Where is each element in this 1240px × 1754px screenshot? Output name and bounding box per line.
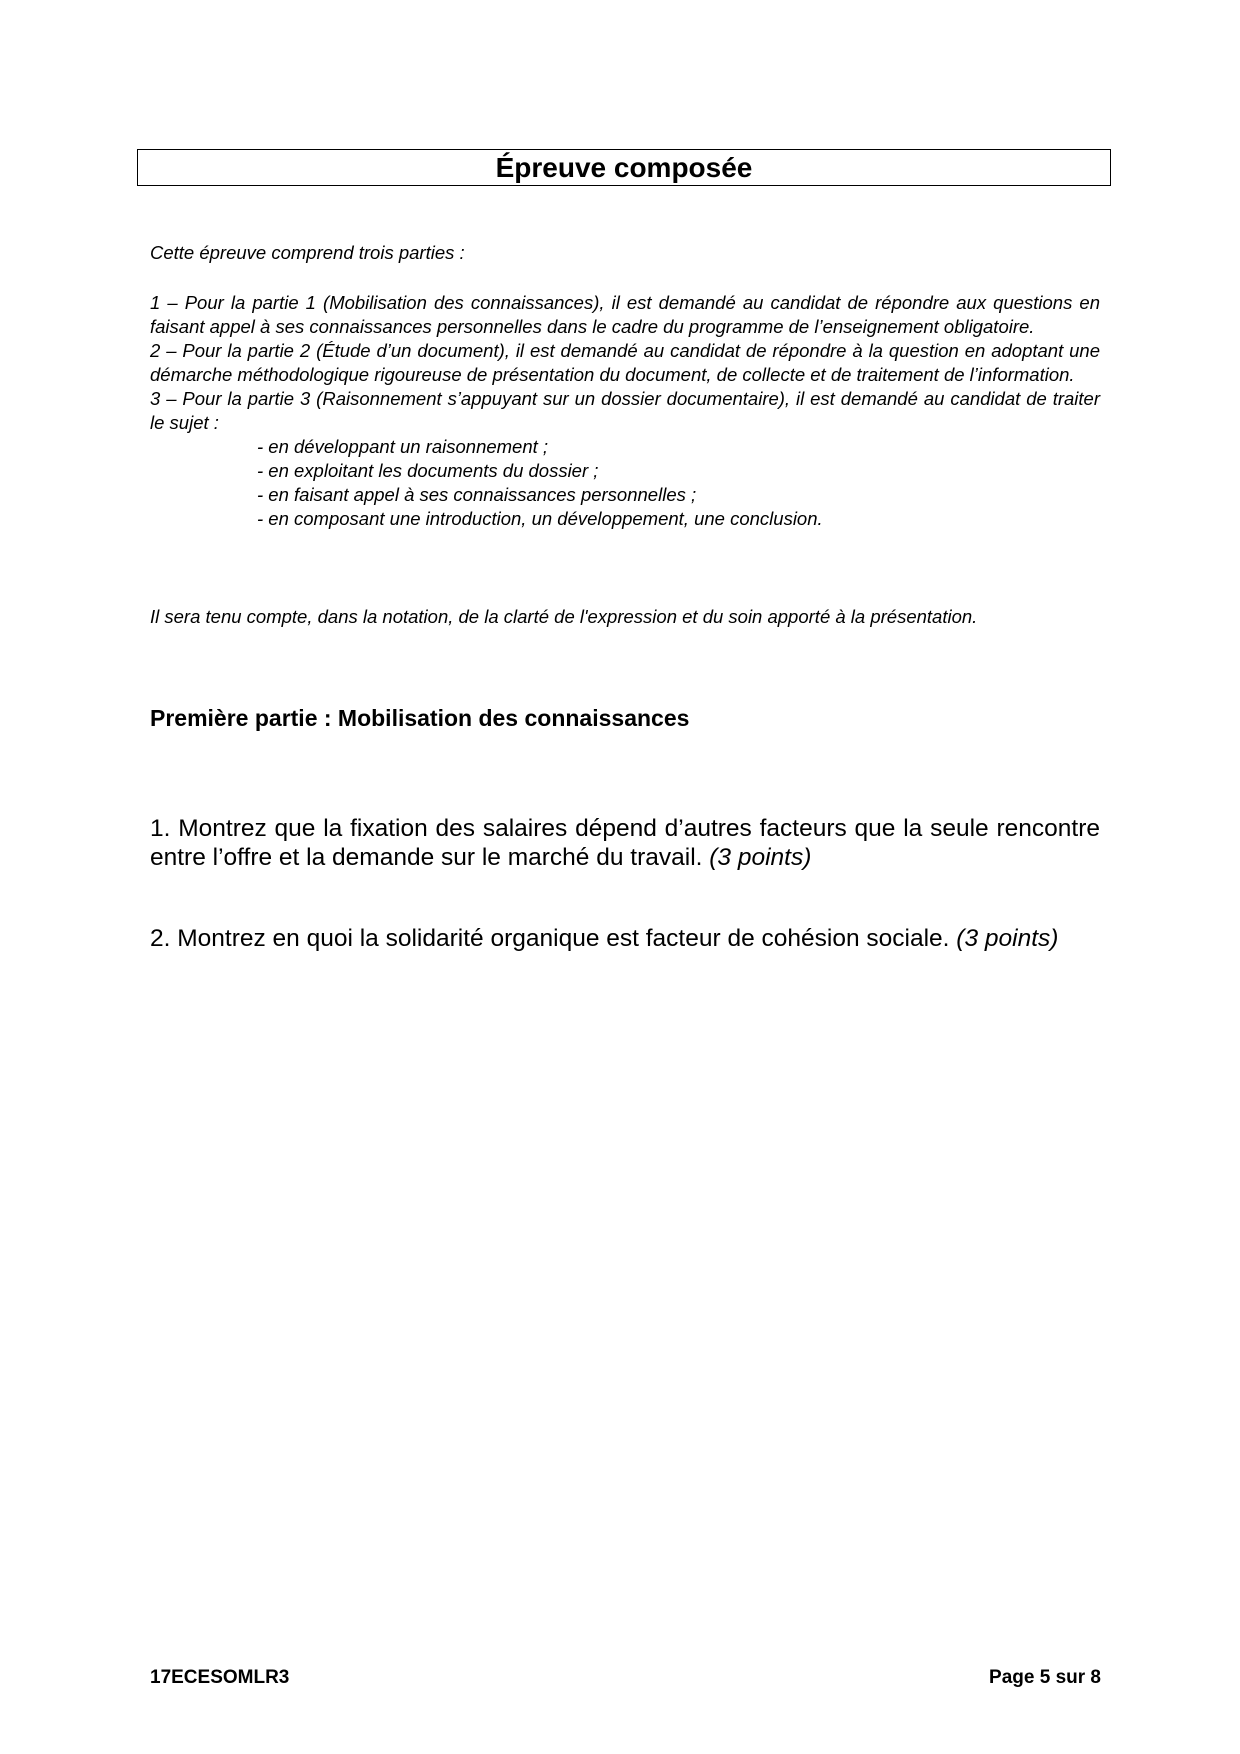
instructions-note: Il sera tenu compte, dans la notation, de la clarté de l'expression et du soin apporté à la présentation.	[150, 606, 978, 627]
instructions-intro: Cette épreuve comprend trois parties :	[150, 242, 465, 263]
list-item: - en composant une introduction, un développement, une conclusion.	[257, 508, 823, 529]
list-item: - en exploitant les documents du dossier ;	[257, 460, 599, 481]
question-1-text: 1. Montrez que la fixation des salaires dépend d’autres facteurs que la seule rencontre entre l’offre et la demande sur le marché du travail.	[150, 815, 1100, 871]
question-2-points: (3 points)	[956, 925, 1059, 952]
instructions-parts	[150, 291, 1100, 531]
instruction-part-1: 1 – Pour la partie 1 (Mobilisation des connaissances), il est demandé au candidat de répondre aux questions en faisant appel à ses connaissances personnelles dans le cadre du programme de l’enseignement obligatoire.	[150, 292, 1100, 337]
instruction-part-2: 2 – Pour la partie 2 (Étude d’un document), il est demandé au candidat de répondre à la question en adoptant une démarche méthodologique rigoureuse de présentation du document, de collecte et de traitement de l’information.	[150, 340, 1100, 385]
footer-page-number: Page 5 sur 8	[989, 1667, 1101, 1688]
question-1-points: (3 points)	[709, 844, 812, 871]
instruction-part-3: 3 – Pour la partie 3 (Raisonnement s’appuyant sur un dossier documentaire), il est demandé au candidat de traiter le sujet :	[150, 388, 1100, 433]
page-title: Épreuve composée	[495, 152, 753, 183]
question-1	[150, 814, 1100, 872]
question-2	[150, 924, 1100, 953]
footer-code: 17ECESOMLR3	[150, 1667, 290, 1688]
section-heading: Première partie : Mobilisation des connaissances	[150, 705, 690, 731]
title-box	[137, 149, 1111, 186]
question-2-text: 2. Montrez en quoi la solidarité organique est facteur de cohésion sociale.	[150, 925, 950, 952]
part-3-bullet-list	[150, 435, 1100, 531]
list-item: - en faisant appel à ses connaissances personnelles ;	[257, 484, 697, 505]
list-item: - en développant un raisonnement ;	[257, 436, 549, 457]
